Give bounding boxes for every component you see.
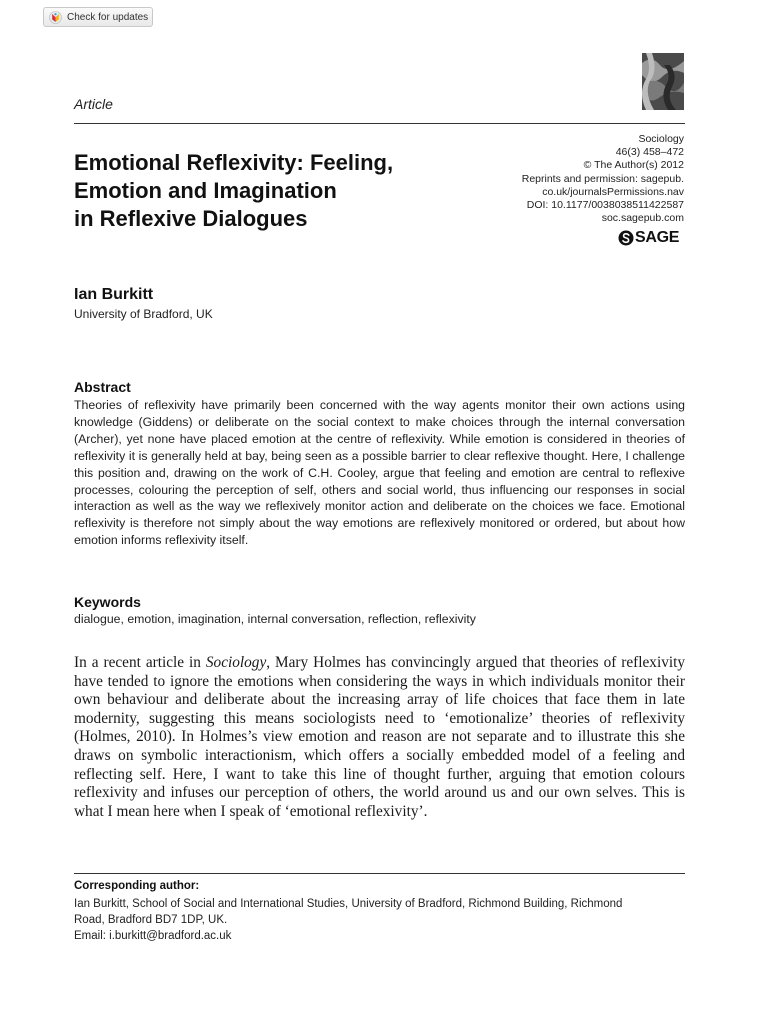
doi[interactable]: DOI: 10.1177/0038038511422587 [526, 199, 684, 212]
author-name: Ian Burkitt [74, 286, 154, 303]
corresponding-author-details [74, 896, 685, 945]
title-line: Emotional Reflexivity: Feeling, [74, 150, 394, 175]
copyright: © The Author(s) 2012 [583, 159, 684, 172]
journal-reference: Sociology [205, 654, 267, 671]
reprints-line: Reprints and permission: sagepub. [521, 172, 684, 185]
title-line: Emotion and Imagination [74, 178, 337, 203]
check-for-updates-label: Check for updates [67, 11, 149, 23]
volume-pages: 46(3) 458–472 [615, 146, 684, 159]
journal-url[interactable]: soc.sagepub.com [601, 212, 684, 225]
journal-cover-image [642, 53, 684, 110]
journal-name: Sociology [638, 133, 684, 145]
journal-metadata [484, 133, 684, 225]
intro-paragraph [74, 654, 685, 821]
article-title [74, 149, 494, 233]
corr-line: Ian Burkitt, School of Social and International Studies, University of Bradford, Richmond Building, Richmond [74, 898, 623, 910]
keywords-list: dialogue, emotion, imagination, internal conversation, reflection, reflexivity [74, 612, 476, 626]
corresponding-author-heading: Corresponding author: [74, 880, 200, 892]
corr-email[interactable]: Email: i.burkitt@bradford.ac.uk [74, 930, 232, 943]
author-affiliation: University of Bradford, UK [74, 307, 213, 321]
sage-wordmark: SAGE [635, 229, 680, 246]
abstract-text: Theories of reflexivity have primarily been concerned with the way agents monitor their own actions using knowledge (Giddens) or deliberate on the social context to make choices through the internal conversation (Archer), yet none have placed emotion at the centre of reflexivity. While emotion is considered in theories of reflexivity it is generally held at bay, being seen as a possible barrier to clear reflexive thought. Here, I challenge this position and, drawing on the work of C.H. Cooley, argue that feeling and emotion are central to reflexive processes, colouring the perception of self, others and social world, thus influencing our responses in social interaction as well as the way we reflexively monitor action and deliberate on the choices we face. Emotional reflexivity is therefore not simply about the way emotions are reflexively monitored or ordered, but about how emotion informs reflexivity itself. [74, 398, 685, 548]
footnote-rule [74, 873, 685, 874]
header-rule [74, 123, 685, 124]
permissions-url[interactable]: co.uk/journalsPermissions.nav [542, 185, 684, 198]
intro-rest: , Mary Holmes has convincingly argued that theories of reflexivity have tended to ignore the emotions when considering the ways in which individuals monitor their own behaviour and deliberate about the increasing array of life choices that face them in late modernity, suggesting this means sociologists need to ‘emotionalize’ theories of reflexivity (Holmes, 2010). In Holmes’s view emotion and reason are not separate and to illustrate this she draws on symbolic interactionism, which offers a socially embedded model of a feeling and reflecting self. Here, I want to take this line of thought further, arguing that emotion colours reflexivity and infuses our perception of others, the world around us and our own selves. This is what I mean here when I speak of ‘emotional reflexivity’. [74, 654, 685, 820]
abstract-heading: Abstract [74, 379, 131, 395]
title-line: in Reflexive Dialogues [74, 206, 308, 231]
intro-prefix: In a recent article in [74, 654, 206, 671]
corr-line: Road, Bradford BD7 1DP, UK. [74, 914, 228, 927]
section-label: Article [74, 96, 113, 112]
sage-logo-icon [618, 230, 634, 246]
crossmark-icon [49, 11, 62, 24]
sage-logo [618, 229, 679, 247]
keywords-heading: Keywords [74, 594, 141, 610]
check-for-updates-button[interactable] [43, 7, 153, 27]
